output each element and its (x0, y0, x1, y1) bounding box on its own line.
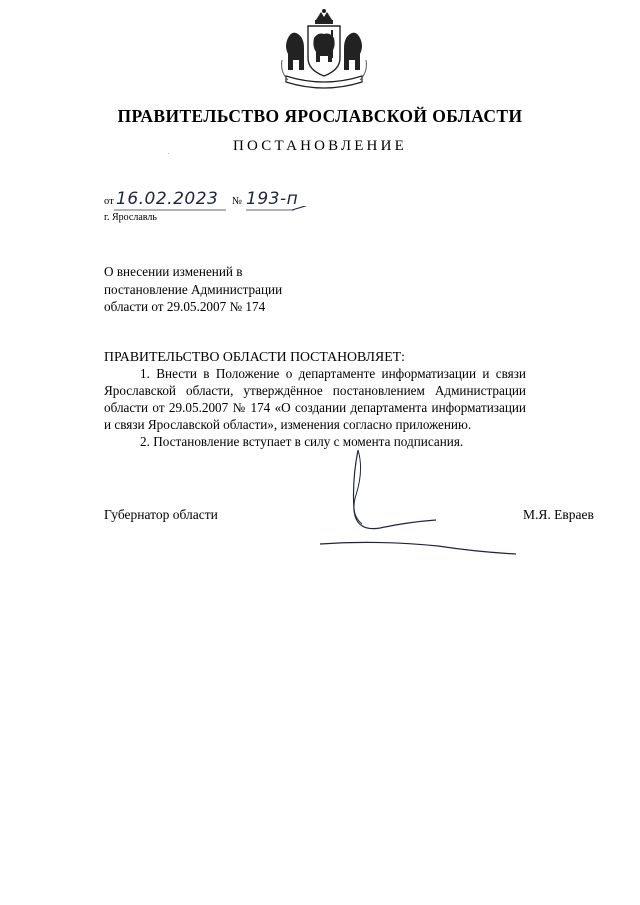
city: г. Ярославль (104, 212, 157, 223)
subject-line: области от 29.05.2007 № 174 (104, 299, 266, 314)
scan-speck (168, 153, 169, 154)
number-value: 193-п (246, 189, 299, 209)
coat-of-arms-icon (278, 8, 370, 94)
date-prefix: от (104, 196, 114, 207)
paragraph-1: 1. Внести в Положение о департаменте информатизации и связи Ярославской области, утверждённое постановлением Администрации области от 29.05.2007 № 174 «О создании департамента информатизации и связи Ярославской области», изменения согласно приложению. (104, 366, 526, 432)
signatory-name: М.Я. Евраев (523, 507, 594, 522)
subject-line: О внесении изменений в (104, 264, 243, 279)
document-type: ПОСТАНОВЛЕНИЕ (233, 138, 407, 154)
decree-body (104, 365, 526, 450)
signatory-position: Губернатор области (104, 507, 218, 522)
subject-block (104, 263, 282, 316)
number-prefix: № (232, 196, 243, 207)
decree-heading: ПРАВИТЕЛЬСТВО ОБЛАСТИ ПОСТАНОВЛЯЕТ: (104, 349, 405, 364)
paragraph-2: 2. Постановление вступает в силу с момента подписания. (140, 434, 464, 449)
date-value: 16.02.2023 (116, 189, 219, 209)
government-title: ПРАВИТЕЛЬСТВО ЯРОСЛАВСКОЙ ОБЛАСТИ (117, 106, 523, 126)
handwritten-signature-icon (318, 440, 518, 560)
subject-line: постановление Администрации (104, 281, 283, 297)
date-number-row (104, 188, 324, 214)
